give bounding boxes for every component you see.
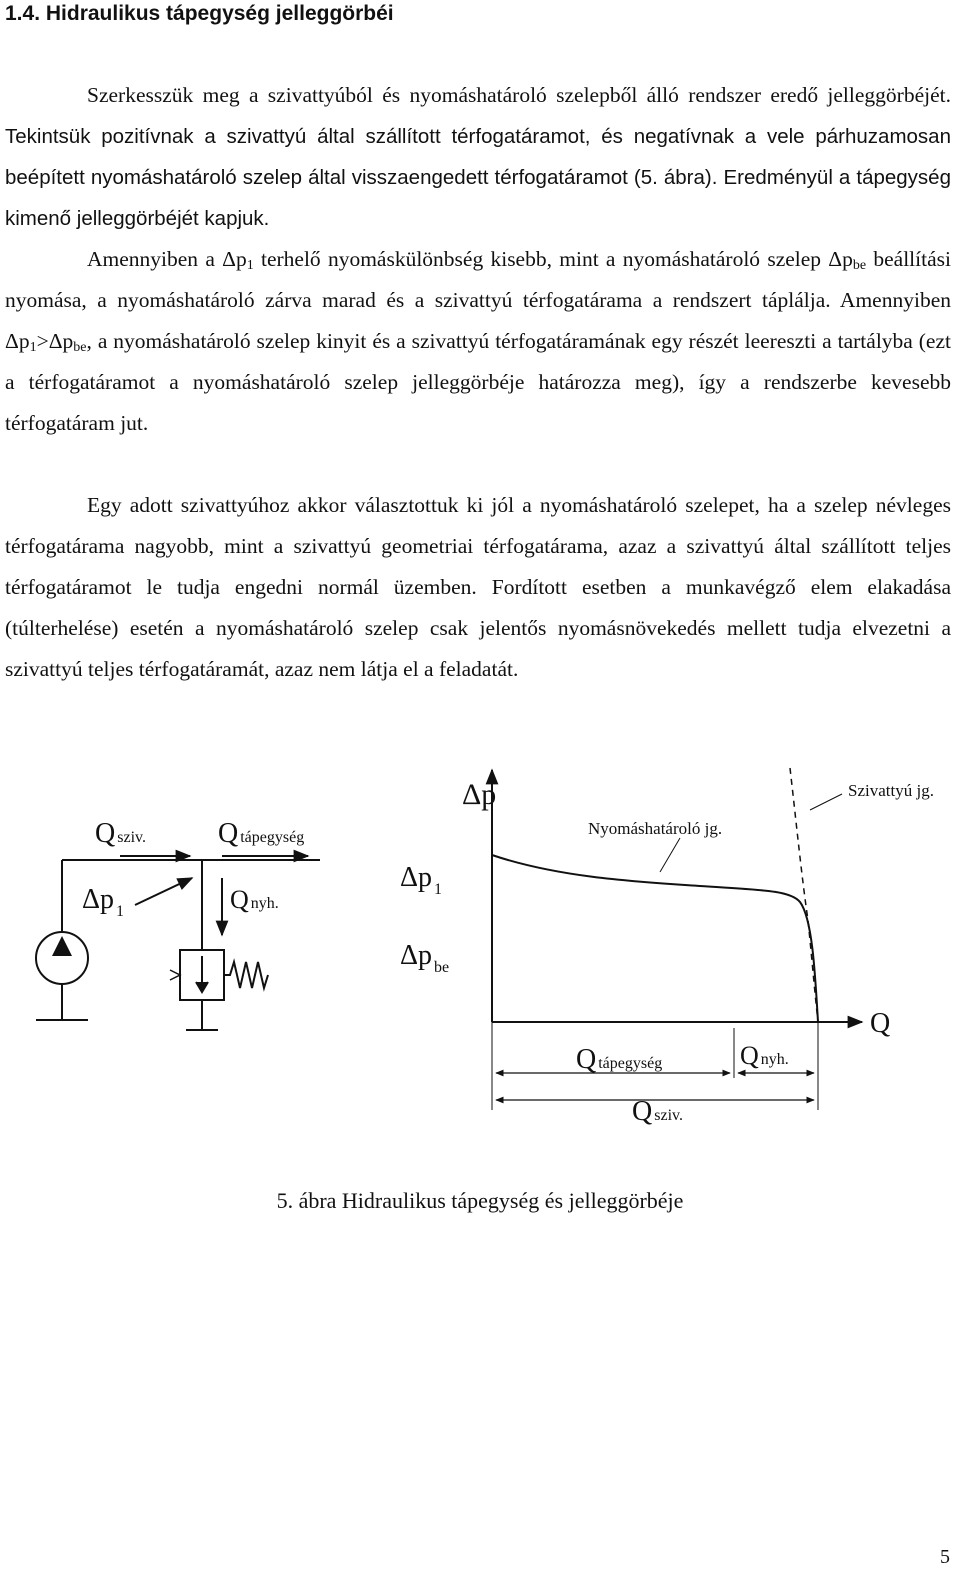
page-number: 5	[940, 1546, 950, 1568]
characteristic-chart	[400, 768, 934, 1127]
valve-selection-text: Egy adott szivattyúhoz akkor választottuk ki jól a nyomáshatároló szelepet, ha a szelep névleges térfogatárama nagyobb, mint a szivattyú geometriai térfogatárama, azaz a szivattyú által szállított teljes térfogatáramot le tudja engedni normál üzemben. Fordított esetben a munkavégző elem elakadása (túlterhelése) esetén a nyomáshatároló szelep csak jelentős nyomásnövekedés mellett tudja elvezetni a szivattyú teljes térfogatáramát, azaz nem látja el a feladatát.	[5, 493, 951, 681]
chart-q-nyh-label: Qnyh.	[740, 1041, 789, 1070]
chart-q-sziv-label: Qsziv.	[632, 1096, 683, 1127]
intro-text: Szerkesszük meg a szivattyúból és nyomáshatároló szelepből álló rendszer eredő jelleggörbéjét.	[87, 83, 951, 107]
pump-curve-label: Szivattyú jg.	[848, 781, 934, 800]
chart-dp1-label: Δp $_1$	[400, 862, 443, 898]
paragraph-valve-selection	[5, 485, 951, 690]
x-axis-label: Q	[870, 1008, 891, 1039]
sign-convention-text: Tekintsük pozitívnak a szivattyú által szállított térfogatáramot, és negatívnak a vele párhuzamosan beépített nyomáshatároló szelep által visszaengedett térfogatáramot (5. ábra). Eredményül a tápegység kimenő jelleggörbéjét kapjuk.	[5, 125, 951, 230]
figure-5	[0, 760, 960, 1160]
section-heading: 1.4. Hidraulikus tápegység jelleggörbéi	[5, 2, 394, 25]
valve-curve-label: Nyomáshatároló jg.	[588, 819, 723, 838]
pump-symbol-icon	[36, 932, 88, 1020]
y-axis-label: Δp	[462, 778, 497, 811]
dp1-label: Δp $_1$	[82, 884, 125, 920]
pressure-arrow	[135, 878, 192, 905]
circuit-labels	[82, 818, 304, 920]
valve-label-leader	[660, 838, 680, 872]
q-sziv-label: Qsziv.	[95, 818, 146, 849]
q-nyh-label: Qnyh.	[230, 885, 279, 914]
paragraph-characteristic-construction: Szerkesszük meg a szivattyúból és nyomáshatároló szelepből álló rendszer eredő jelleggörbéjét. Tekintsük pozitívnak a szivattyú által szállított térfogatáramot, és negatívnak a vele párhuzamosan beépített nyomáshatároló szelep által visszaengedett térfogatáramot (5. ábra). Eredményül a tápegység kimenő jelleggörbéjét kapjuk. Amennyiben a $\Delta p_1$ terhelő nyomáskülönbség kisebb, mint a nyomáshatároló szelep $\Delta p_{be}$ beállítási nyomása, a nyomáshatároló zárva marad és a szivattyú térfogatárama a rendszert táplálja. Amennyiben $\Delta p_1>\Delta p_{be}$, a nyomáshatároló szelep kinyit és a szivattyú térfogatáramának egy részét leereszti a tartályba (ezt a térfogatáramot a nyomáshatároló szelep jelleggörbéje határozza meg), így a rendszerbe kevesebb térfogatáram jut.	[5, 83, 951, 435]
figure-caption: 5. ábra Hidraulikus tápegység és jelleggörbéje	[276, 1188, 684, 1213]
relief-valve-symbol-icon	[170, 950, 268, 1030]
power-unit-characteristic-curve	[492, 855, 818, 1022]
pump-characteristic-curve	[790, 768, 818, 1022]
chart-dpbe-label: Δp $_{be}$	[400, 940, 450, 976]
q-tapegyseg-label: Qtápegység	[218, 818, 305, 849]
figure-svg	[0, 760, 960, 1160]
pump-label-leader	[810, 794, 842, 810]
chart-q-tapegyseg-label: Qtápegység	[576, 1044, 663, 1075]
